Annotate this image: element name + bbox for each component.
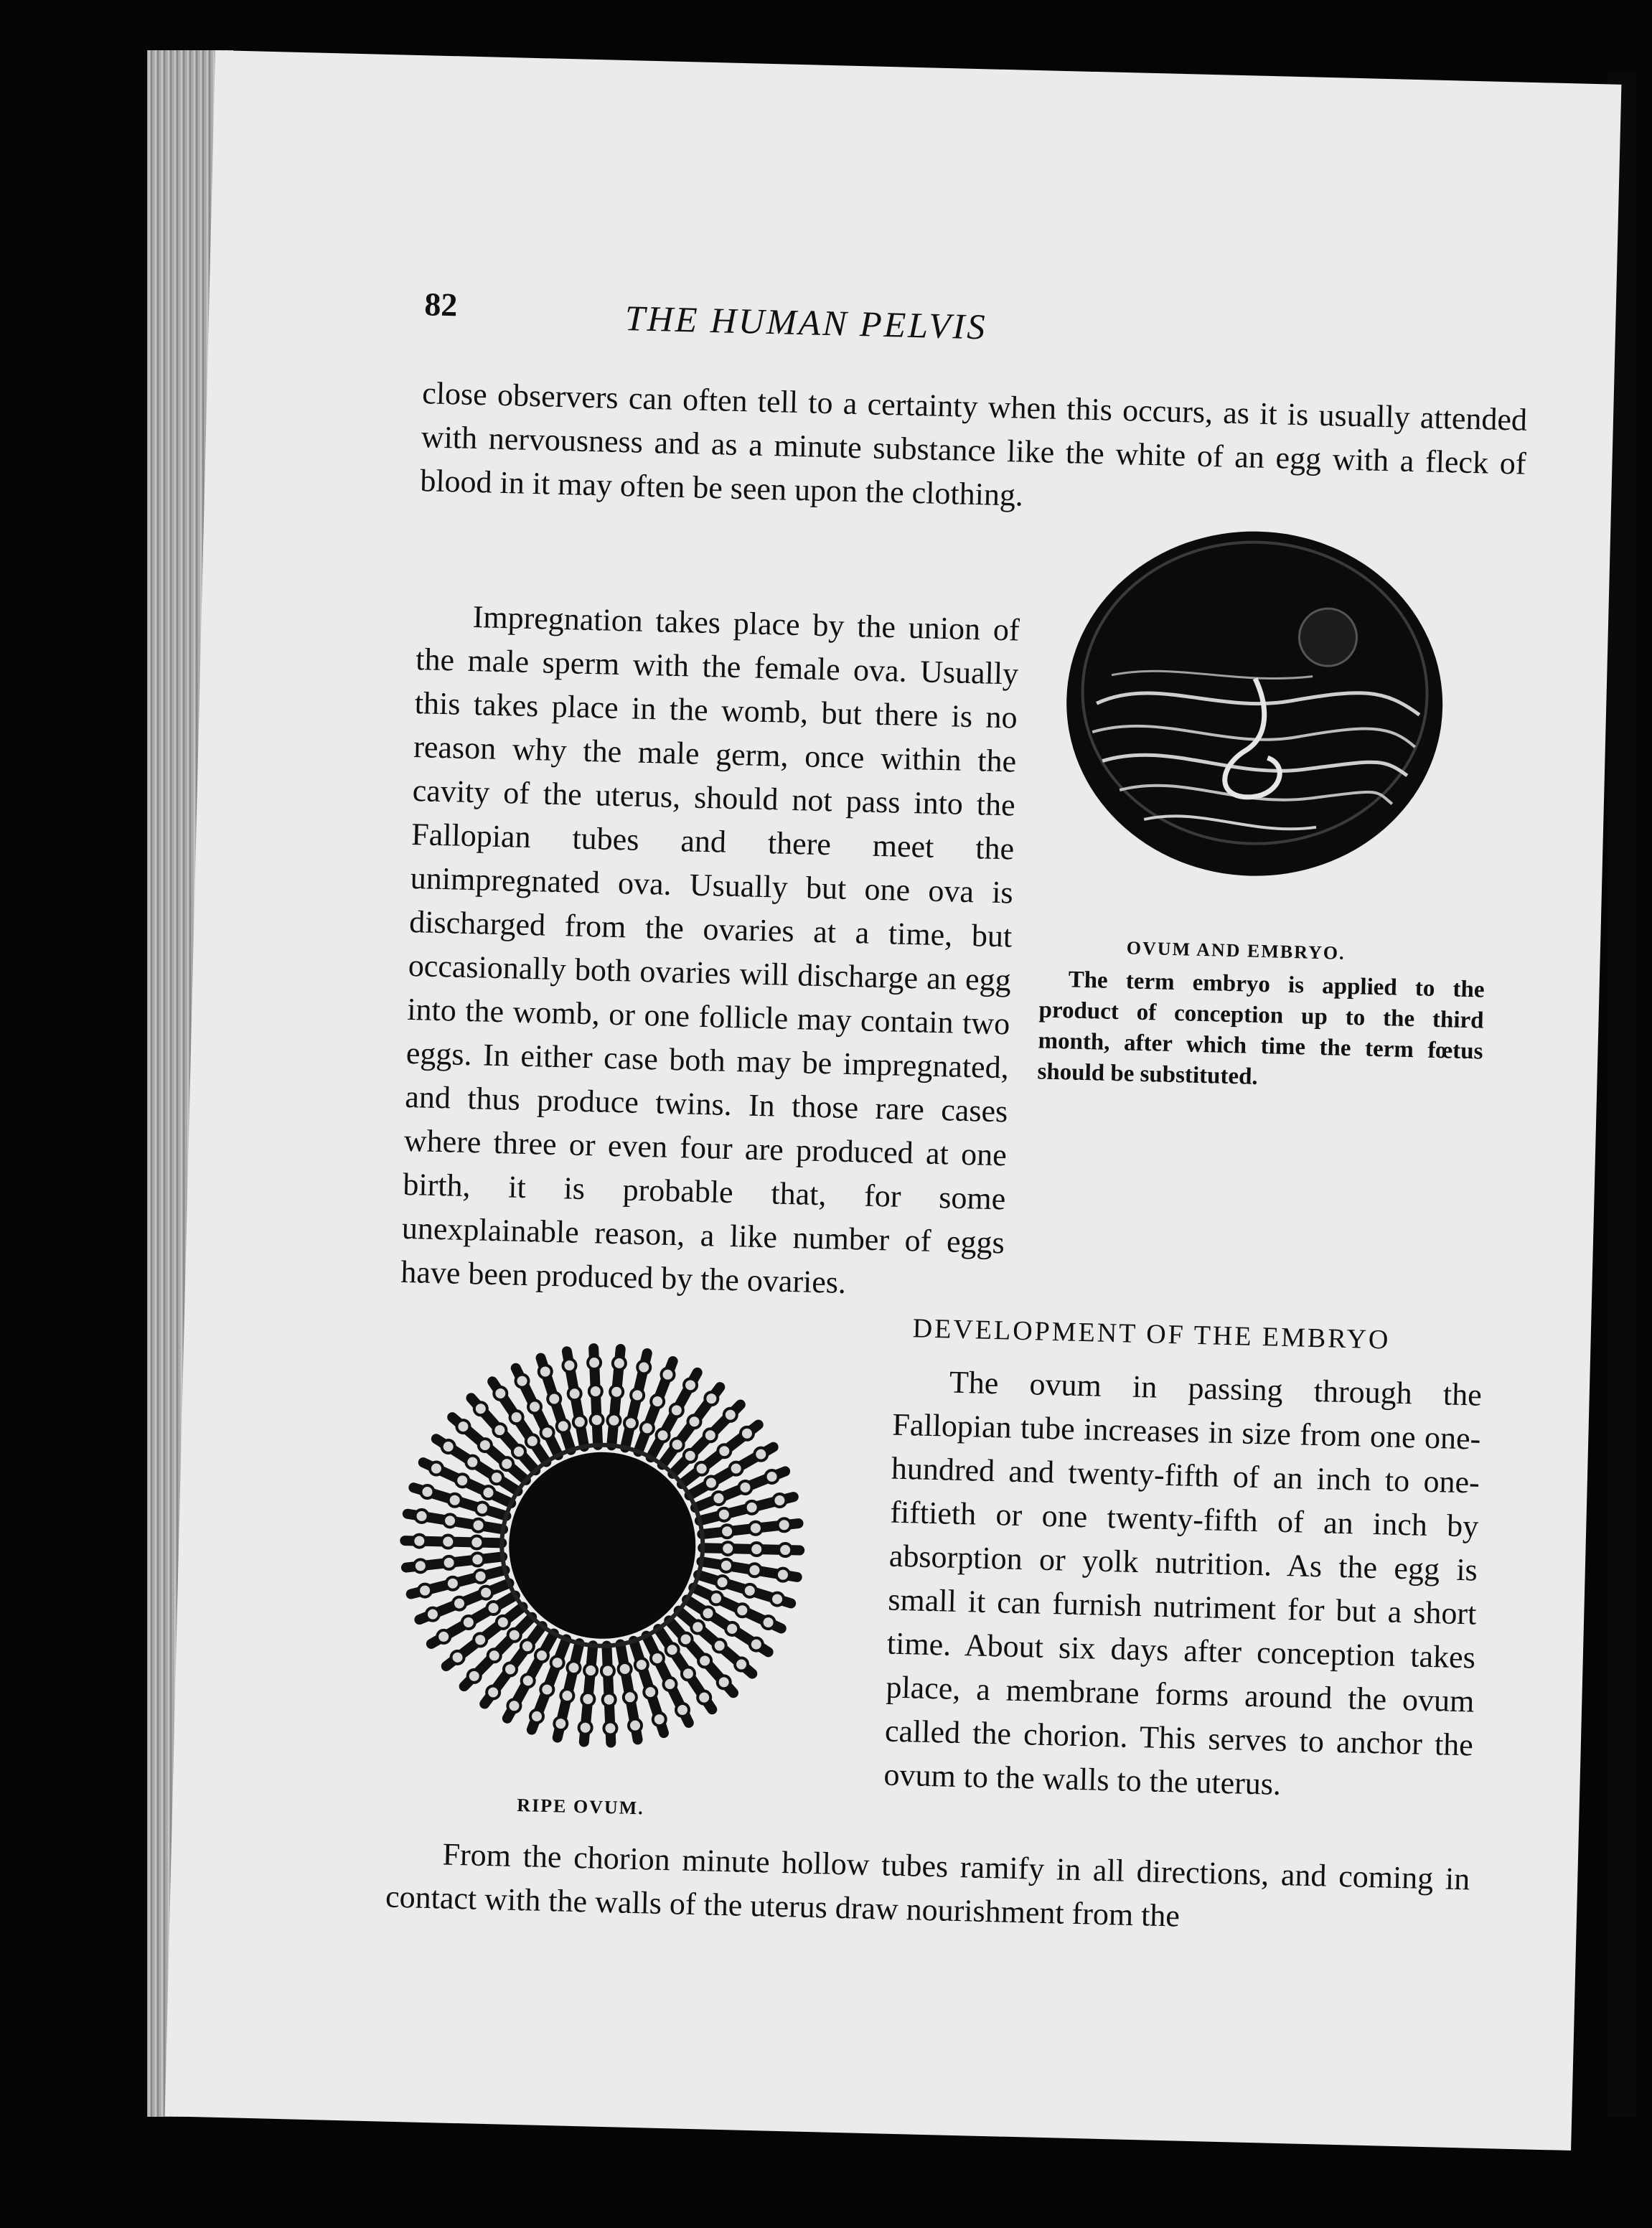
page-number: 82: [423, 286, 459, 324]
paragraph-chorion: From the chorion minute hollow tubes ramify in all directions, and coming in contact with the walls of the uterus draw nourishment from the: [385, 1836, 1470, 1934]
running-title: THE HUMAN PELVIS: [624, 298, 988, 347]
running-head: [423, 285, 1430, 367]
ovum-embryo-figure: [1049, 516, 1460, 899]
paragraph-development: The ovum in passing through the Fallopian tube increases in size from one one-hundred and twenty-fifth of an inch to one-fiftieth or one twenty-fifth of an inch by absorption or yolk nutrition. As the egg is small it can furnish nutriment for but a short time. About six days after conception takes place, a membrane forms around the ovum called the chorion. This serves to anchor the ovum to the walls to the uterus.: [883, 1364, 1483, 1802]
ovum-embryo-caption-title: OVUM AND EMBRYO.: [1126, 937, 1346, 964]
paragraph-continuation: close observers can often tell to a certainty when this occurs, as it is usually attended with nervousness and as a minute substance like the white of an egg with a fleck of blood in it may often be seen upon the clothing.: [419, 375, 1528, 513]
section-heading: DEVELOPMENT OF THE EMBRYO: [912, 1313, 1391, 1355]
ripe-ovum-caption-title: RIPE OVUM.: [517, 1795, 645, 1819]
book-page: [165, 50, 1622, 2151]
ripe-ovum-figure: [360, 1317, 845, 1774]
ovum-embryo-caption-text: The term embryo is applied to the product of conception up to the third month, after which time the term fœtus should be substituted.: [1037, 967, 1485, 1090]
paragraph-impregnation: Impregnation takes place by the union of the male sperm with the female ova. Usually this takes place in the womb, but there is no reason why the male germ, once within the cavity of the uterus, should not pass into the Fallopian tubes and there meet the unimpregnated ova. Usually but one ova is discharged from the ovaries at a time, but occasionally both ovaries will discharge an egg into the womb, or one follicle may contain two eggs. In either case both may be impregnated, and thus produce twins. In those rare cases where three or even four are produced at one birth, it is probable that, for some unexplainable reason, a like number of eggs have been produced by the ovaries.: [400, 599, 1020, 1300]
